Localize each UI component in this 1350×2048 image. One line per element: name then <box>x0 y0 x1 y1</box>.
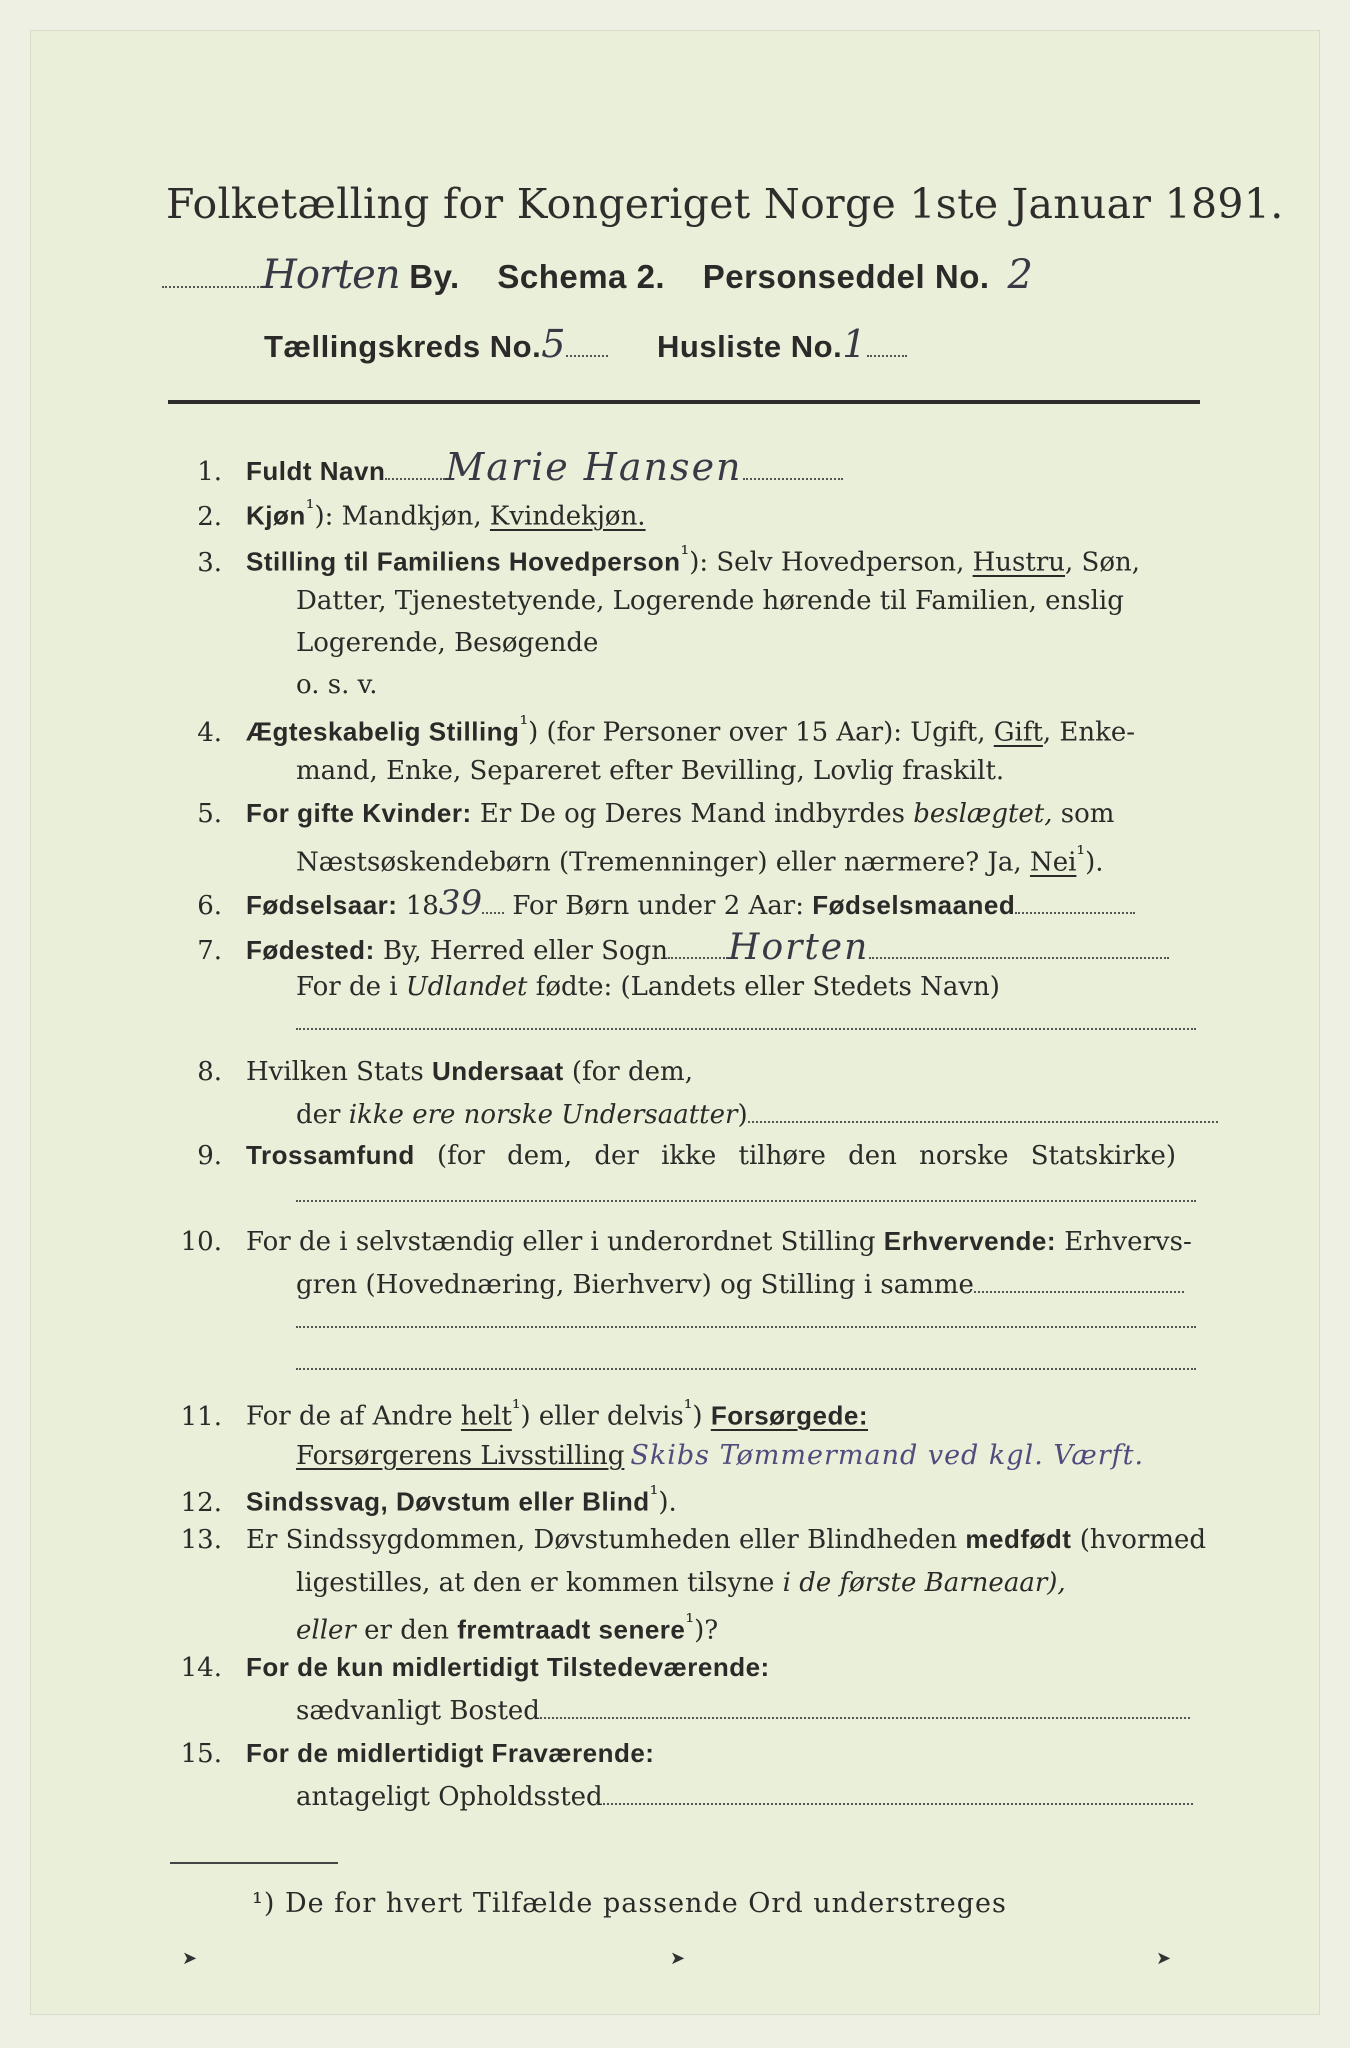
header-rule <box>168 400 1200 404</box>
item-5: 5. For gifte Kvinder: Er De og Deres Mand indbyrdes beslægtet, som <box>197 798 1115 829</box>
item-4: 4. Ægteskabelig Stilling$^{^1}$) (for Personer over 15 Aar): Ugift, Gift, Enke- <box>197 712 1136 748</box>
kreds-line <box>264 322 907 366</box>
footnote-rule <box>170 1862 338 1864</box>
item-1 <box>160 445 1205 489</box>
form-title: Folketælling for Kongeriget Norge 1ste Januar 1891. <box>166 180 1284 228</box>
birthplace-value: Horten <box>728 927 870 968</box>
item-9: 9. Trossamfund (for dem, der ikke tilhøre den norske Statskirke) <box>197 1140 1177 1171</box>
kreds-value: 5 <box>541 322 566 366</box>
census-form-sheet: Folketælling for Kongeriget Norge 1ste Januar 1891. Horten By. Schema 2. Personseddel No. 2 Tællingskreds No.5 Husliste No.1 1. Fuldt Navn Marie Hansen 2. Kjøn$^{^1}$): Mandkjøn, Kvindekjøn. 3. Stilling til Familiens Hovedperson$^{^1}$): Selv Hovedperson, Hustru, Søn, Datter, Tjenestetyende, Logerende hørende til Familien, enslig Logerende, Besøgende o. s. v. 4. Ægteskabelig Stilling$^{^1}$) (for Personer over 15 Aar): Ugift, Gift, Enke- mand, Enke, Separeret efter Bevilling, Lovlig fraskilt. 5. For gifte Kvinder: Er De og Deres Mand indbyrdes beslægtet, som Næstsøskendebørn (Tremenninger) eller nærmere? Ja, Nei$^{^1}$). 6. Fødselsaar: 1839 For Børn under 2 Aar: Fødselsmaaned 7. Fødested: By, Herred eller Sogn Horten For de i Udlandet fødte: (Landets eller Stedets Navn) 8. Hvilken Stats Undersaat (for dem, der ikke ere norske Undersaatter) 9. Trossamfund (for dem, der ikke tilhøre den norske Statskirke) 10. For de i selvstændig eller i underordnet Stilling Erhvervende: Erhvervs- gren (Hovednæring, Bierhverv) og Stilling i samme 11. For de af Andre helt$^{^1}$) eller delvis$^{^1}$) Forsørgede: Forsørgerens Livsstilling Skibs Tømmermand ved kgl. Værft. 12. Sindssvag, Døvstum eller Blind$^{^1}$). 13. Er Sindssygdommen, Døvstumheden eller Blindheden medfødt (hvormed ligestilles, at den er kommen tilsyne i de første Barneaar), eller er den fremtraadt senere$^{^1}$)? 14. For de kun midlertidigt Tilstedeværende: sædvanligt Bosted 15. For de midlertidigt Fraværende: antageligt Opholdssted ¹) De for hvert Tilfælde passende Ord understreges ➤ ➤ ➤ <box>30 30 1320 2015</box>
item-13: 13. Er Sindssygdommen, Døvstumheden eller Blindheden medfødt (hvormed <box>180 1524 1207 1555</box>
support-selected: helt <box>460 1401 512 1432</box>
item-2: 2. Kjøn$^{^1}$): Mandkjøn, Kvindekjøn. <box>197 496 646 532</box>
by-value: Horten <box>262 252 400 298</box>
marital-selected: Gift <box>993 717 1043 748</box>
kreds-label: Tællingskreds No. <box>264 329 542 364</box>
husliste-label: Husliste No. <box>657 329 843 364</box>
position-selected: Hustru <box>972 547 1066 578</box>
item-number: 1. <box>197 457 222 487</box>
husliste-value: 1 <box>842 322 867 366</box>
schema-label: Schema 2. <box>497 258 666 295</box>
item-12: 12. Sindssvag, Døvstum eller Blind$^{^1}$). <box>180 1482 677 1518</box>
item-8: 8. Hvilken Stats Undersaat (for dem, <box>197 1056 693 1087</box>
registration-mark-icon: ➤ <box>1156 1948 1172 1969</box>
item-10: 10. For de i selvstændig eller i underordnet Stilling Erhvervende: Erhvervs- <box>180 1226 1192 1257</box>
registration-mark-icon: ➤ <box>182 1948 198 1969</box>
item-label: Fuldt Navn <box>246 456 386 486</box>
name-value: Marie Hansen <box>445 445 743 489</box>
item-6: 6. Fødselsaar: 1839 For Børn under 2 Aar: Fødselsmaaned <box>160 886 1205 920</box>
item-11: 11. For de af Andre helt$^{^1}$) eller delvis$^{^1}$) Forsørgede: <box>180 1396 868 1432</box>
related-selected: Nei <box>1029 847 1077 878</box>
item-3: 3. Stilling til Familiens Hovedperson$^{^1}$): Selv Hovedperson, Hustru, Søn, <box>197 542 1141 578</box>
by-line <box>162 252 1033 298</box>
provider-occupation-value: Skibs Tømmermand ved kgl. Værft. <box>630 1440 1145 1471</box>
registration-mark-icon: ➤ <box>670 1948 686 1969</box>
personseddel-label: Personseddel No. <box>702 258 990 295</box>
item-15: 15. For de midlertidigt Fraværende: <box>180 1738 655 1769</box>
footnote: ¹) De for hvert Tilfælde passende Ord understreges <box>252 1888 1007 1919</box>
item-14: 14. For de kun midlertidigt Tilstedeværende: <box>180 1652 770 1683</box>
gender-selected: Kvindekjøn. <box>489 501 646 532</box>
personseddel-value: 2 <box>1007 252 1034 298</box>
item-7: 7. Fødested: By, Herred eller Sogn Horten <box>160 930 1205 966</box>
birth-year-value: 39 <box>438 883 483 923</box>
by-label: By. <box>409 258 460 295</box>
